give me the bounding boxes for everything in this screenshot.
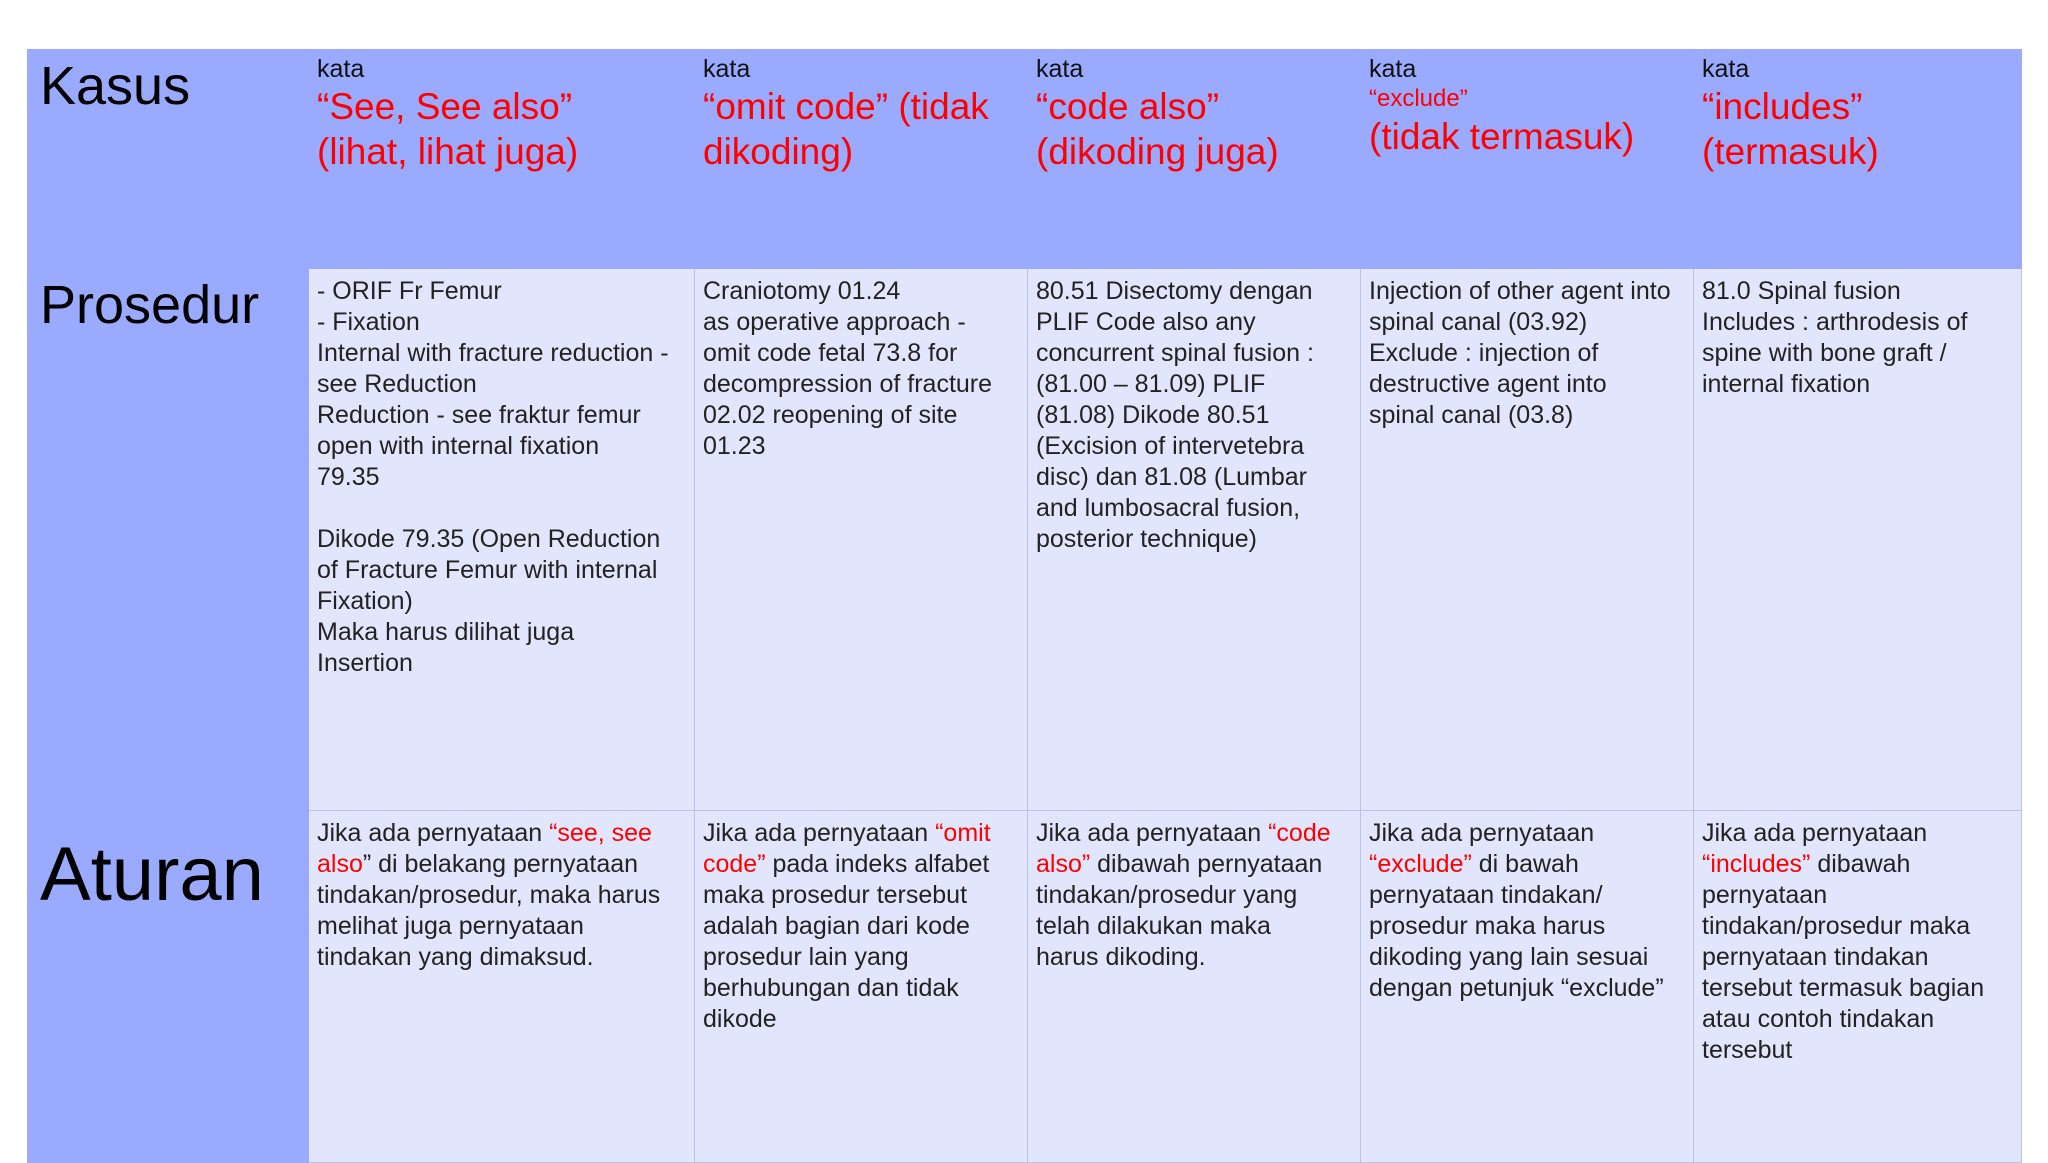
aturan-text — [1369, 818, 1685, 1004]
aturan-omit-code — [695, 811, 1028, 1163]
aturan-includes — [1694, 811, 2022, 1163]
prosedur-row — [28, 269, 2022, 811]
kata-label: kata — [317, 55, 365, 83]
aturan-keyword: “code also” — [1036, 819, 1331, 878]
header-row — [28, 50, 2022, 269]
aturan-text-pre: Jika ada pernyataan — [1036, 819, 1269, 847]
aturan-keyword: “see, see also — [317, 819, 652, 878]
header-exclude — [1361, 50, 1694, 269]
aturan-text — [317, 818, 686, 973]
prosedur-text: 80.51 Disectomy dengan PLIF Code also any concurrent spinal fusion : (81.00 – 81.09) PLIF (81.08) Dikode 80.51 (Excision of intervetebra disc) dan 81.08 (Lumbar and lumbosacral fusion, posterior technique) — [1036, 277, 1314, 553]
aturan-text-post: di bawah pernyataan tindakan/ prosedur maka harus dikoding yang lain sesuai dengan petunjuk “exclude” — [1369, 850, 1664, 1002]
code-also-keyword: “code also” (dikoding juga) — [1036, 86, 1279, 172]
aturan-exclude — [1361, 811, 1694, 1163]
aturan-cell — [28, 811, 309, 1163]
header-omit-code — [695, 50, 1028, 269]
omit-code-keyword: “omit code” (tidak dikoding) — [703, 86, 989, 172]
prosedur-exclude — [1361, 269, 1694, 811]
prosedur-code-also — [1028, 269, 1361, 811]
kasus-cell — [28, 50, 309, 269]
prosedur-includes — [1694, 269, 2022, 811]
header-code-also — [1028, 50, 1361, 269]
prosedur-text: Craniotomy 01.24 as operative approach - omit code fetal 73.8 for decompression of fracture 02.02 reopening of site 01.23 — [703, 277, 993, 460]
header-includes — [1694, 50, 2022, 269]
aturan-text-post: dibawah pernyataan tindakan/prosedur maka pernyataan tindakan tersebut termasuk bagian atau contoh tindakan tersebut — [1702, 850, 1985, 1064]
aturan-label: Aturan — [40, 832, 264, 917]
aturan-text-post: pada indeks alfabet maka prosedur tersebut adalah bagian dari kode prosedur lain yang berhubungan dan tidak dikode — [703, 850, 990, 1033]
exclude-keyword: “exclude” — [1369, 85, 1468, 112]
aturan-text-pre: Jika ada pernyataan — [703, 819, 936, 847]
kasus-label: Kasus — [40, 56, 191, 116]
see-also-keyword: “See, See also” (lihat, lihat juga) — [317, 86, 579, 172]
exclude-meaning: (tidak termasuk) — [1369, 116, 1635, 157]
kata-label: kata — [1702, 55, 1750, 83]
prosedur-label: Prosedur — [40, 275, 260, 335]
prosedur-cell — [28, 269, 309, 811]
kata-label: kata — [1036, 55, 1084, 83]
includes-keyword: “includes” (termasuk) — [1702, 86, 1879, 172]
aturan-text-post: dibawah pernyataan tindakan/prosedur yang telah dilakukan maka harus dikoding. — [1036, 850, 1323, 971]
aturan-text-pre: Jika ada pernyataan — [1702, 819, 1928, 847]
aturan-keyword: “exclude” — [1369, 850, 1472, 878]
prosedur-text: 81.0 Spinal fusion Includes : arthrodesis of spine with bone graft / internal fixation — [1702, 277, 1968, 398]
aturan-keyword: “includes” — [1702, 850, 1811, 878]
prosedur-text: - ORIF Fr Femur - Fixation Internal with fracture reduction - see Reduction Reduction - see fraktur femur open with internal fixation 79.35 Dikode 79.35 (Open Reduction of Fracture Femur with internal Fixation) Maka harus dilihat juga Insertion — [317, 277, 669, 677]
header-see-also — [309, 50, 695, 269]
aturan-text-post: ” di belakang pernyataan tindakan/prosedur, maka harus melihat juga pernyataan tindakan yang dimaksud. — [317, 850, 661, 971]
aturan-text — [1702, 818, 2013, 1066]
aturan-text-pre: Jika ada pernyataan — [1369, 819, 1595, 847]
prosedur-see-also — [309, 269, 695, 811]
aturan-text — [1036, 818, 1352, 973]
coding-rules-table — [27, 49, 2022, 1163]
aturan-code-also — [1028, 811, 1361, 1163]
aturan-see-also — [309, 811, 695, 1163]
kata-label: kata — [703, 55, 751, 83]
kata-label: kata — [1369, 55, 1417, 83]
aturan-row — [28, 811, 2022, 1163]
prosedur-text: Injection of other agent into spinal canal (03.92) Exclude : injection of destructive agent into spinal canal (03.8) — [1369, 277, 1671, 429]
aturan-text-pre: Jika ada pernyataan — [317, 819, 550, 847]
aturan-keyword: “omit code” — [703, 819, 991, 878]
aturan-text — [703, 818, 1019, 1035]
prosedur-omit-code — [695, 269, 1028, 811]
